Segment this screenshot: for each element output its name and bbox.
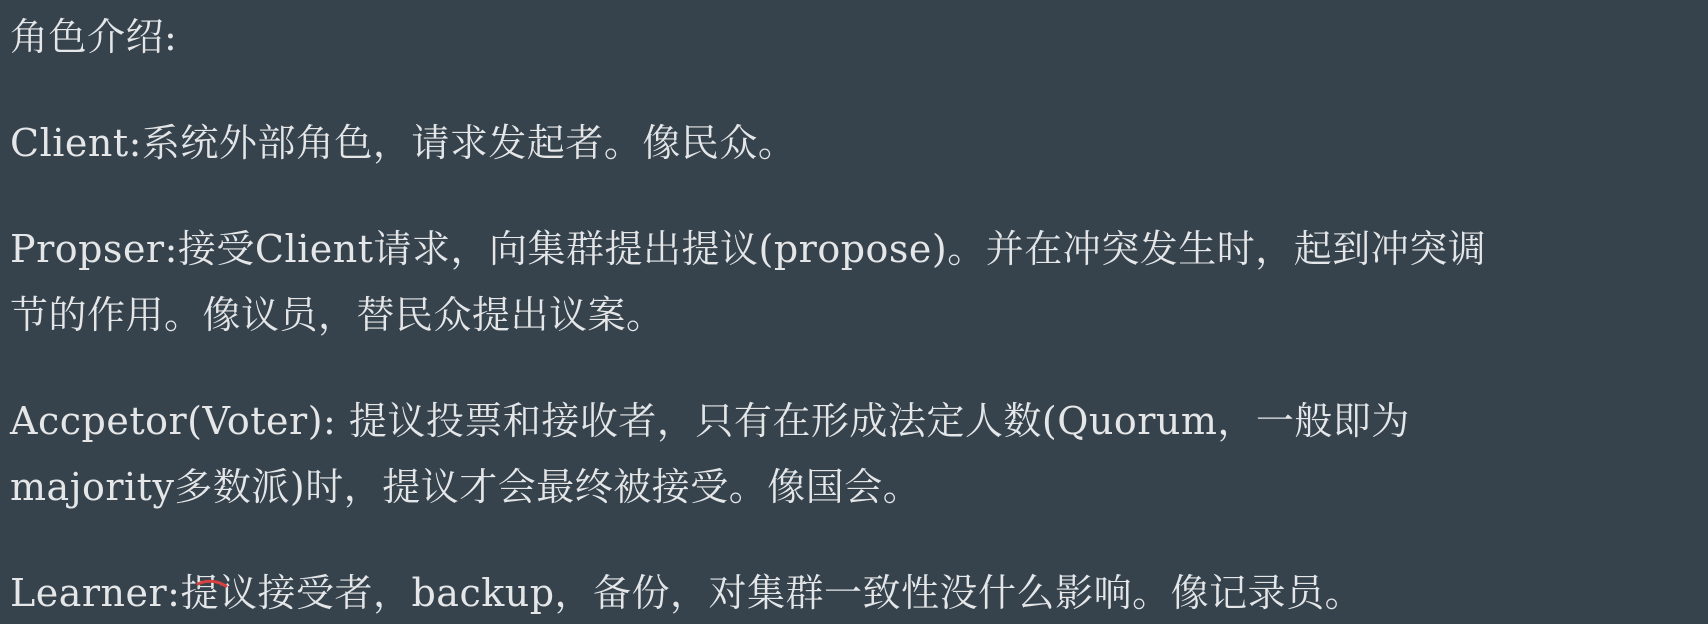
acceptor-description-line-2: majority多数派)时，提议才会最终被接受。像国会。: [10, 465, 922, 509]
proposer-description-line-1: Propser:接受Client请求，向集群提出提议(propose)。并在冲突发生时，起到冲突调: [10, 227, 1487, 271]
client-description: Client:系统外部角色，请求发起者。像民众。: [10, 121, 797, 165]
red-annotation-mark: [196, 578, 230, 588]
proposer-description-line-2: 节的作用。像议员，替民众提出议案。: [10, 293, 665, 337]
roles-heading: 角色介绍:: [10, 15, 178, 59]
learner-description: Learner:提议接受者，backup，备份，对集群一致性没什么影响。像记录员。: [10, 571, 1364, 615]
acceptor-description-line-1: Accpetor(Voter): 提议投票和接收者，只有在形成法定人数(Quorum，一般即为: [10, 399, 1410, 443]
